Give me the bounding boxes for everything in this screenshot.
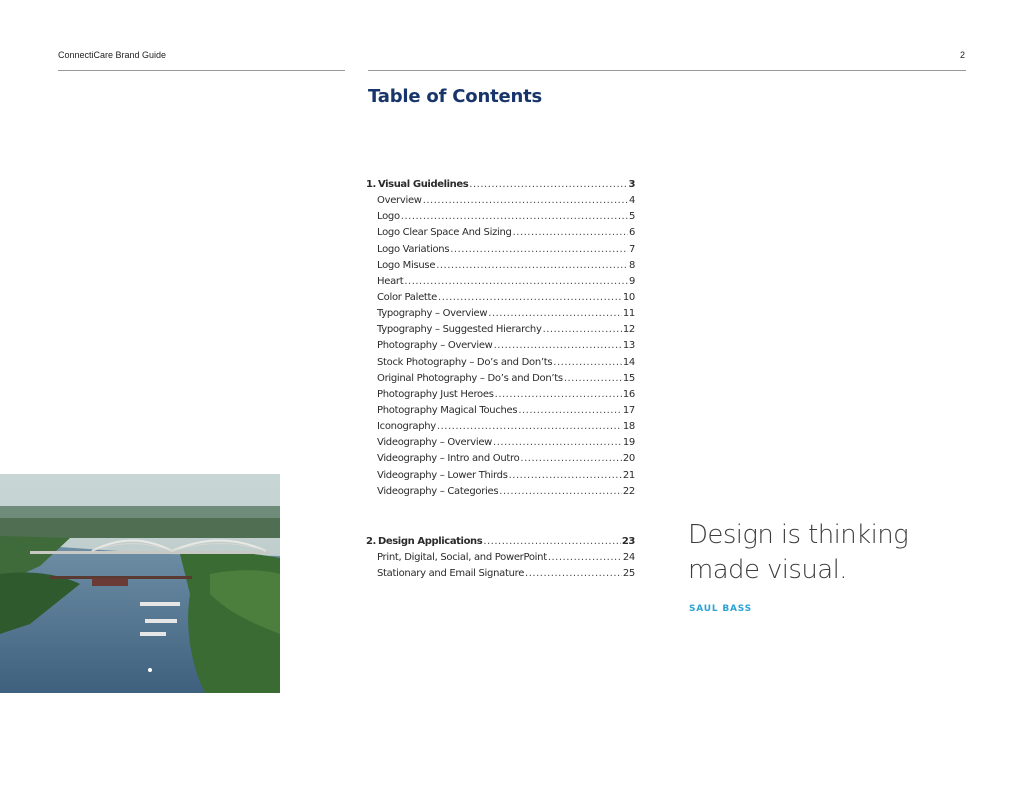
toc-leader-dots	[520, 451, 621, 467]
toc-entry-title: Videography – Lower Thirds	[377, 469, 508, 481]
toc-page-number: 24	[622, 552, 635, 564]
toc-leader-dots	[518, 403, 622, 419]
toc-entry[interactable]	[366, 371, 635, 387]
toc-leader-dots	[564, 371, 622, 387]
river-bridge-image	[0, 474, 280, 693]
toc-leader-dots	[548, 550, 622, 566]
toc-entry-title: Videography – Overview	[377, 437, 493, 449]
toc-entry[interactable]	[366, 355, 635, 371]
toc-entry[interactable]	[366, 419, 635, 435]
toc-page-number: 4	[628, 195, 635, 207]
quote-line-1: Design is thinking	[688, 520, 909, 550]
toc-entry[interactable]	[366, 566, 635, 582]
toc-entry-title: Typography – Suggested Hierarchy	[377, 324, 542, 336]
toc-page-number: 14	[622, 356, 635, 368]
toc-entry-title: Stationary and Email Signature	[377, 568, 525, 580]
toc-section-heading[interactable]	[366, 177, 635, 193]
toc-entry[interactable]	[366, 258, 635, 274]
toc-leader-dots	[553, 355, 622, 371]
toc-page-number: 10	[622, 291, 635, 303]
toc-page-number: 8	[628, 259, 635, 271]
toc-page-number: 20	[622, 453, 635, 465]
toc-entry-title: Photography Magical Touches	[377, 404, 518, 416]
toc-section-number: 2.	[366, 536, 376, 547]
toc-leader-dots	[483, 534, 621, 550]
toc-leader-dots	[401, 209, 628, 225]
toc-leader-dots	[488, 306, 622, 322]
toc-page-number: 5	[628, 211, 635, 223]
toc-entry-title: Photography – Overview	[377, 340, 493, 352]
toc-leader-dots	[438, 290, 622, 306]
toc-entry[interactable]	[366, 484, 635, 500]
toc-leader-dots	[404, 274, 628, 290]
toc-entry[interactable]	[366, 468, 635, 484]
toc-leader-dots	[543, 322, 622, 338]
toc-section-design-applications	[366, 534, 635, 582]
toc-entry[interactable]	[366, 338, 635, 354]
toc-leader-dots	[495, 387, 622, 403]
toc-page-number: 12	[622, 324, 635, 336]
toc-leader-dots	[437, 419, 622, 435]
toc-entry[interactable]	[366, 322, 635, 338]
toc-entry-title: Print, Digital, Social, and PowerPoint	[377, 552, 547, 564]
toc-page-number: 22	[622, 485, 635, 497]
toc-page-number: 9	[628, 275, 635, 287]
toc-entry[interactable]	[366, 290, 635, 306]
toc-entry[interactable]	[366, 306, 635, 322]
quote	[688, 518, 948, 588]
river-bridge-photo	[0, 474, 280, 693]
quote-line-2: made visual.	[688, 555, 847, 585]
toc-page-number: 17	[622, 404, 635, 416]
toc-leader-dots	[423, 193, 628, 209]
toc-leader-dots	[450, 242, 628, 258]
header-divider-left	[58, 70, 345, 71]
toc-title: Table of Contents	[368, 86, 543, 107]
toc-item-list	[366, 193, 635, 500]
toc-entry-title: Videography – Categories	[377, 485, 499, 497]
toc-section-number: 1.	[366, 179, 376, 190]
toc-leader-dots	[493, 435, 622, 451]
toc-entry-title: Logo Clear Space And Sizing	[377, 227, 512, 239]
toc-entry-title: Original Photography – Do’s and Don’ts	[377, 372, 563, 384]
toc-leader-dots	[525, 566, 622, 582]
toc-page-number: 11	[622, 308, 635, 320]
toc-entry-title: Heart	[377, 275, 404, 287]
header-divider-right	[368, 70, 966, 71]
toc-entry[interactable]	[366, 435, 635, 451]
toc-leader-dots	[436, 258, 628, 274]
toc-page-number: 18	[622, 421, 635, 433]
toc-entry[interactable]	[366, 403, 635, 419]
toc-entry-title: Stock Photography – Do’s and Don’ts	[377, 356, 553, 368]
toc-section-title: Visual Guidelines	[377, 179, 469, 190]
toc-entry-title: Overview	[377, 195, 422, 207]
toc-entry[interactable]	[366, 550, 635, 566]
toc-entry-title: Logo Variations	[377, 243, 450, 255]
page-number: 2	[959, 50, 965, 60]
toc-entry[interactable]	[366, 274, 635, 290]
toc-page-number: 15	[622, 372, 635, 384]
toc-entry-title: Color Palette	[377, 291, 438, 303]
toc-entry-title: Iconography	[377, 421, 436, 433]
toc-entry-title: Videography – Intro and Outro	[377, 453, 520, 465]
toc-entry-title: Typography – Overview	[377, 308, 488, 320]
toc-leader-dots	[513, 225, 628, 241]
toc-entry[interactable]	[366, 209, 635, 225]
toc-section-heading[interactable]	[366, 534, 635, 550]
toc-page-number: 16	[622, 388, 635, 400]
document-title: ConnectiCare Brand Guide	[58, 50, 167, 60]
toc-page-number: 3	[628, 179, 635, 190]
toc-leader-dots	[494, 338, 622, 354]
toc-entry-title: Logo Misuse	[377, 259, 436, 271]
toc-entry[interactable]	[366, 193, 635, 209]
toc-section-visual-guidelines	[366, 177, 635, 500]
toc-page-number: 13	[622, 340, 635, 352]
toc-leader-dots	[509, 468, 622, 484]
toc-item-list	[366, 550, 635, 582]
toc-leader-dots	[469, 177, 627, 193]
toc-entry[interactable]	[366, 451, 635, 467]
toc-entry[interactable]	[366, 242, 635, 258]
toc-section-title: Design Applications	[377, 536, 483, 547]
toc-entry-title: Logo	[377, 211, 400, 223]
toc-entry-title: Photography Just Heroes	[377, 388, 494, 400]
toc-page-number: 7	[628, 243, 635, 255]
toc-page-number: 25	[622, 568, 635, 580]
toc-page-number: 19	[622, 437, 635, 449]
toc-page-number: 21	[622, 469, 635, 481]
toc-page-number: 23	[621, 536, 635, 547]
quote-author: SAUL BASS	[689, 604, 752, 614]
toc-leader-dots	[499, 484, 622, 500]
toc-entry[interactable]	[366, 387, 635, 403]
toc-entry[interactable]	[366, 225, 635, 241]
toc-page-number: 6	[628, 227, 635, 239]
